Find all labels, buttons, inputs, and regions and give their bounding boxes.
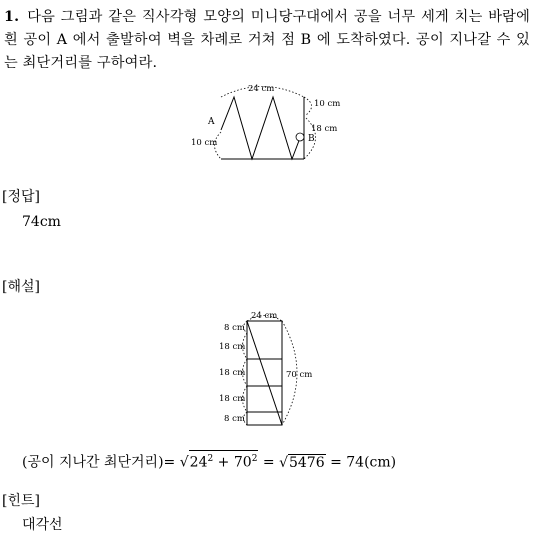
fig2-right-label: 70 cm: [286, 370, 313, 380]
fig1-right-mid-label: 18 cm: [311, 124, 338, 134]
exp-a: 2: [207, 454, 214, 464]
fig2-top-label: 24 cm: [251, 311, 278, 321]
ball-b: [296, 133, 304, 141]
formula-prefix: (공이 지나간 최단거리): [22, 454, 164, 471]
hint-heading: [힌트]: [2, 493, 40, 509]
fig2-left-label-4: 18 cm: [219, 394, 246, 404]
question-text: 다음 그림과 같은 직사각형 모양의 미니당구대에서 공을 너무 세게 치는 바람에 흰 공이 A 에서 출발하여 벽을 차례로 거쳐 점 B 에 도착하였다. 공이 지나갈 수 있는 최단거리를 구하여라.: [4, 9, 530, 71]
formula-eq2: =: [258, 454, 280, 471]
explanation-formula: [22, 450, 396, 472]
fig2-left-label-3: 18 cm: [219, 368, 246, 378]
formula-eq3: = 74(cm): [325, 454, 397, 471]
fig1-left-label: 10 cm: [191, 138, 218, 148]
fig2-left-label-1: 8 cm: [224, 323, 245, 333]
diagonal-line: [247, 321, 282, 425]
exp-b: 2: [251, 454, 258, 464]
ball-path: [221, 97, 300, 159]
fig1-top-label: 24 cm: [248, 84, 275, 94]
fig1-point-b: B: [308, 134, 315, 144]
answer-value: 74cm: [22, 214, 61, 230]
formula-eq1: =: [163, 454, 180, 471]
unfolded-figure: [219, 311, 312, 425]
formula-plus: +: [213, 454, 234, 471]
sqrt-1: $√24^2 + 70^2$: [180, 450, 259, 471]
explanation-heading: [해설]: [2, 279, 40, 295]
fig1-right-top-label: 10 cm: [314, 99, 341, 109]
radicand-b: 70: [233, 454, 252, 471]
sqrt-2: √5476: [279, 454, 325, 471]
hint-text: 대각선: [22, 517, 63, 533]
question-text-block: [4, 6, 530, 75]
answer-heading: [정답]: [2, 189, 40, 205]
fig2-left-label-5: 8 cm: [224, 414, 245, 424]
question-number: 1.: [4, 9, 20, 25]
radicand-a: 24: [189, 454, 208, 471]
fig2-left-label-2: 18 cm: [219, 342, 246, 352]
radicand-2: 5476: [288, 454, 325, 471]
fig1-point-a: A: [208, 117, 215, 127]
